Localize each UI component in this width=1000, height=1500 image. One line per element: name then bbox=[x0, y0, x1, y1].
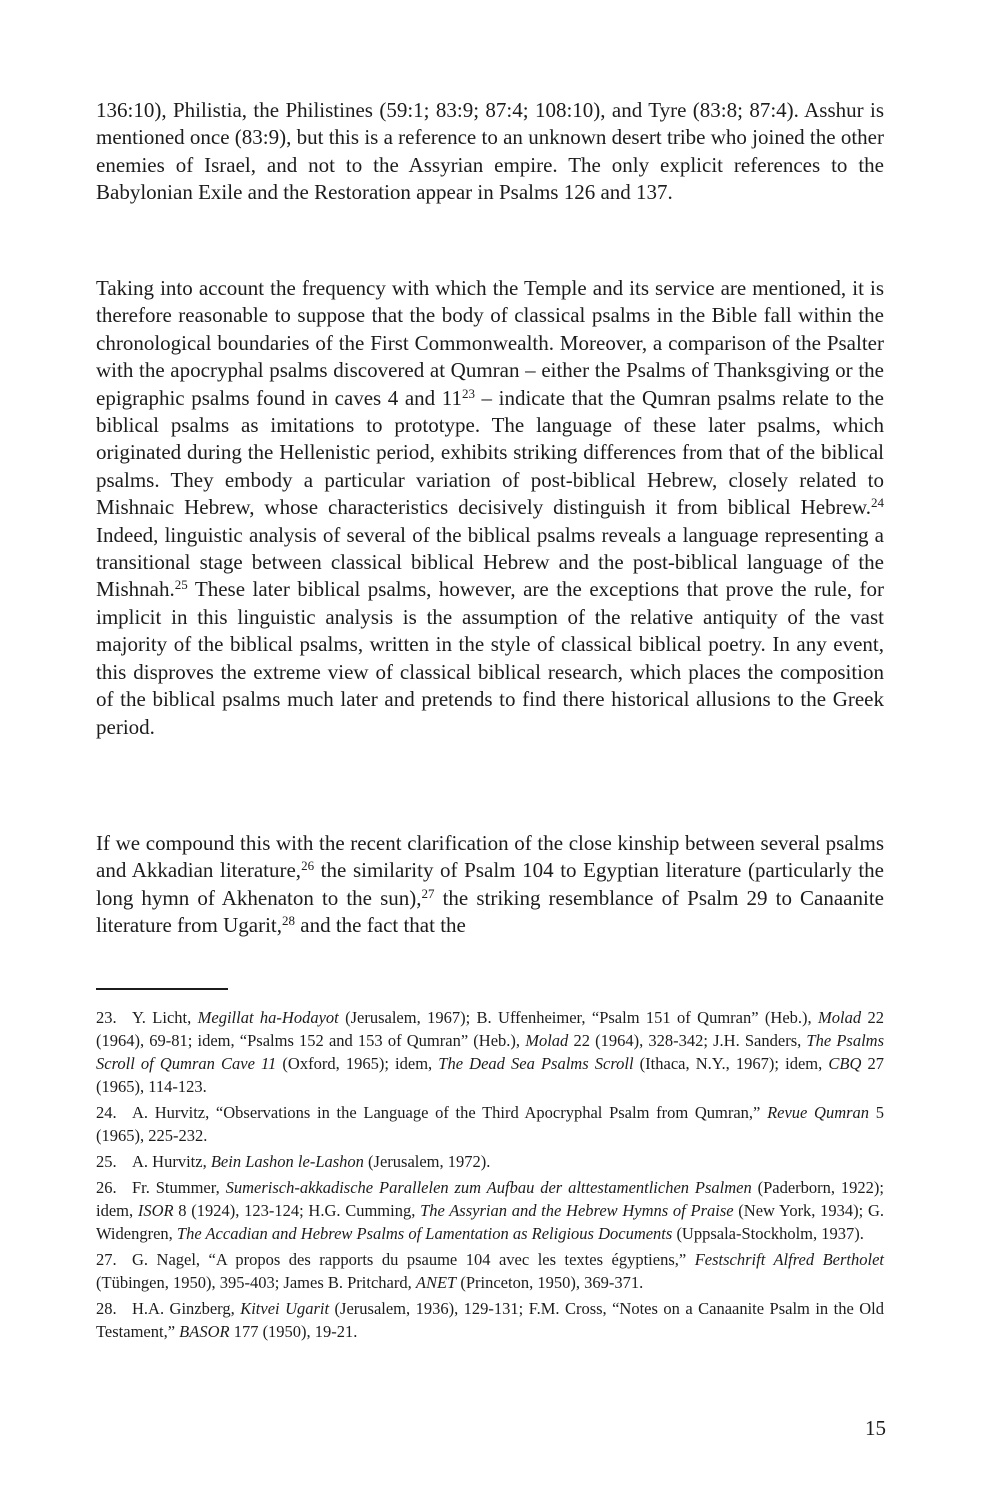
footnotes-section bbox=[96, 1006, 884, 1346]
footnote-ref-26[interactable]: 26 bbox=[301, 858, 315, 874]
citation-title: Molad bbox=[525, 1031, 569, 1050]
citation-title: Sumerisch-akkadische Parallelen zum Aufbau der alttestamentlichen Psalmen bbox=[225, 1178, 752, 1197]
citation-title: Festschrift Alfred Bertholet bbox=[694, 1250, 885, 1269]
footnote-text: (Princeton, 1950), 369-371. bbox=[456, 1273, 644, 1292]
citation-title: The Dead Sea Psalms Scroll bbox=[438, 1054, 634, 1073]
footnote-text: G. Nagel, “A propos des rapports du psaume 104 avec les textes égyptiens,” bbox=[132, 1250, 695, 1269]
footnote-number: 28. bbox=[96, 1299, 117, 1318]
text-run: the similarity of Psalm 104 to Egyptian literature (particularly the long hymn of Akhenaton to the sun), bbox=[96, 858, 885, 910]
footnote-text: A. Hurvitz, “Observations in the Language of the Third Apocryphal Psalm from Qumran,” bbox=[132, 1103, 768, 1122]
footnote-25 bbox=[96, 1150, 884, 1173]
footnote-ref-27[interactable]: 27 bbox=[421, 885, 435, 901]
footnote-ref-24[interactable]: 24 bbox=[870, 495, 884, 511]
footnote-text: (Jerusalem, 1972). bbox=[363, 1152, 491, 1171]
citation-title: ISOR bbox=[137, 1201, 174, 1220]
footnote-23 bbox=[96, 1006, 884, 1098]
text-run: the striking resemblance of Psalm 29 to Canaanite literature from Ugarit, bbox=[96, 885, 884, 938]
footnote-text: (Paderborn, 1922); idem, bbox=[96, 1178, 884, 1220]
citation-title: The Accadian and Hebrew Psalms of Lamentation as Religious Documents bbox=[176, 1224, 673, 1243]
footnote-text: (Oxford, 1965); idem, bbox=[276, 1054, 439, 1073]
citation-title: CBQ bbox=[828, 1054, 862, 1073]
footnote-28 bbox=[96, 1297, 884, 1343]
footnote-26 bbox=[96, 1176, 884, 1245]
footnote-text: (Jerusalem, 1936), 129-131; F.M. Cross, “Notes on a Canaanite Psalm in the Old Testament,” bbox=[96, 1299, 884, 1341]
footnote-number: 23. bbox=[96, 1008, 117, 1027]
citation-title: ANET bbox=[415, 1273, 457, 1292]
footnote-ref-23[interactable]: 23 bbox=[461, 385, 475, 401]
citation-title: The Psalms Scroll of Qumran Cave 11 bbox=[96, 1031, 884, 1073]
footnote-text: (Ithaca, N.Y., 1967); idem, bbox=[633, 1054, 829, 1073]
footnote-27 bbox=[96, 1248, 884, 1294]
citation-title: Molad bbox=[818, 1008, 862, 1027]
footnote-text: 8 (1924), 123-124; H.G. Cumming, bbox=[173, 1201, 421, 1220]
footnote-text: (Jerusalem, 1967); B. Uffenheimer, “Psalm 151 of Qumran” (Heb.), bbox=[338, 1008, 819, 1027]
footnote-ref-25[interactable]: 25 bbox=[174, 577, 188, 593]
text-run: Indeed, linguistic analysis of several of the biblical psalms reveals a language representing a transitional stage between classical biblical Hebrew and the post-biblical language of the Mishnah. bbox=[96, 522, 884, 602]
body-paragraph-2 bbox=[96, 275, 884, 741]
citation-title: Bein Lashon le-Lashon bbox=[210, 1152, 364, 1171]
footnote-text: 22 (1964), 328-342; J.H. Sanders, bbox=[568, 1031, 807, 1050]
footnote-text: H.A. Ginzberg, bbox=[132, 1299, 241, 1318]
footnote-text: (New York, 1934); G. Widengren, bbox=[96, 1201, 884, 1243]
text-run: and the fact that the bbox=[295, 913, 466, 938]
footnote-number: 25. bbox=[96, 1152, 117, 1171]
citation-title: Kitvei Ugarit bbox=[240, 1299, 330, 1318]
footnote-number: 24. bbox=[96, 1103, 117, 1122]
footnote-number: 26. bbox=[96, 1178, 117, 1197]
footnote-divider bbox=[96, 988, 228, 990]
page-number: 15 bbox=[865, 1416, 886, 1440]
text-run: These later biblical psalms, however, are the exceptions that prove the rule, for implicit in this linguistic analysis is the assumption of the relative antiquity of the vast majority of the biblical psalms, written in the style of classical biblical poetry. In any event, this disproves the extreme view of classical biblical research, which places the composition of the biblical psalms much later and pretends to find there historical allusions to the Greek period. bbox=[96, 577, 884, 739]
footnote-text: 5 (1965), 225-232. bbox=[96, 1103, 884, 1145]
footnote-text: 22 (1964), 69-81; idem, “Psalms 152 and 153 of Qumran” (Heb.), bbox=[96, 1008, 884, 1050]
footnote-ref-28[interactable]: 28 bbox=[282, 913, 296, 929]
text-run: – indicate that the Qumran psalms relate to the biblical psalms as imitations to prototype. The language of these later psalms, which originated during the Hellenistic period, exhibits striking differences from that of the biblical psalms. They embody a particular variation of post-biblical Hebrew, closely related to Mishnaic Hebrew, whose characteristics decisively distinguish it from biblical Hebrew. bbox=[96, 385, 884, 520]
citation-title: Megillat ha-Hodayot bbox=[197, 1008, 339, 1027]
citation-title: The Assyrian and the Hebrew Hymns of Praise bbox=[420, 1201, 734, 1220]
body-paragraph-1: 136:10), Philistia, the Philistines (59:1; 83:9; 87:4; 108:10), and Tyre (83:8; 87:4). Asshur is mentioned once (83:9), but this is a reference to an unknown desert tribe who joined the other enemies of Israel, and not to the Assyrian empire. The only explicit references to the Babylonian Exile and the Restoration appear in Psalms 126 and 137. bbox=[96, 98, 884, 205]
footnote-text: (Tübingen, 1950), 395-403; James B. Pritchard, bbox=[96, 1273, 416, 1292]
footnote-text: 177 (1950), 19-21. bbox=[229, 1322, 358, 1341]
footnote-24 bbox=[96, 1101, 884, 1147]
text-run: If we compound this with the recent clarification of the close kinship between several psalms and Akkadian literature, bbox=[96, 831, 884, 883]
footnote-text: Y. Licht, bbox=[132, 1008, 198, 1027]
footnote-text: A. Hurvitz, bbox=[132, 1152, 211, 1171]
footnote-text: 27 (1965), 114-123. bbox=[96, 1054, 884, 1096]
citation-title: BASOR bbox=[179, 1322, 230, 1341]
footnote-text: (Uppsala-Stockholm, 1937). bbox=[672, 1224, 864, 1243]
footnote-number: 27. bbox=[96, 1250, 117, 1269]
citation-title: Revue Qumran bbox=[767, 1103, 870, 1122]
footnote-text: Fr. Stummer, bbox=[132, 1178, 226, 1197]
text-run: Taking into account the frequency with which the Temple and its service are mentioned, it is therefore reasonable to suppose that the body of classical psalms in the Bible fall within the chronological boundaries of the First Commonwealth. Moreover, a comparison of the Psalter with the apocryphal psalms discovered at Qumran – either the Psalms of Thanksgiving or the epigraphic psalms found in caves 4 and 11 bbox=[96, 276, 884, 410]
body-paragraph-3 bbox=[96, 830, 884, 940]
